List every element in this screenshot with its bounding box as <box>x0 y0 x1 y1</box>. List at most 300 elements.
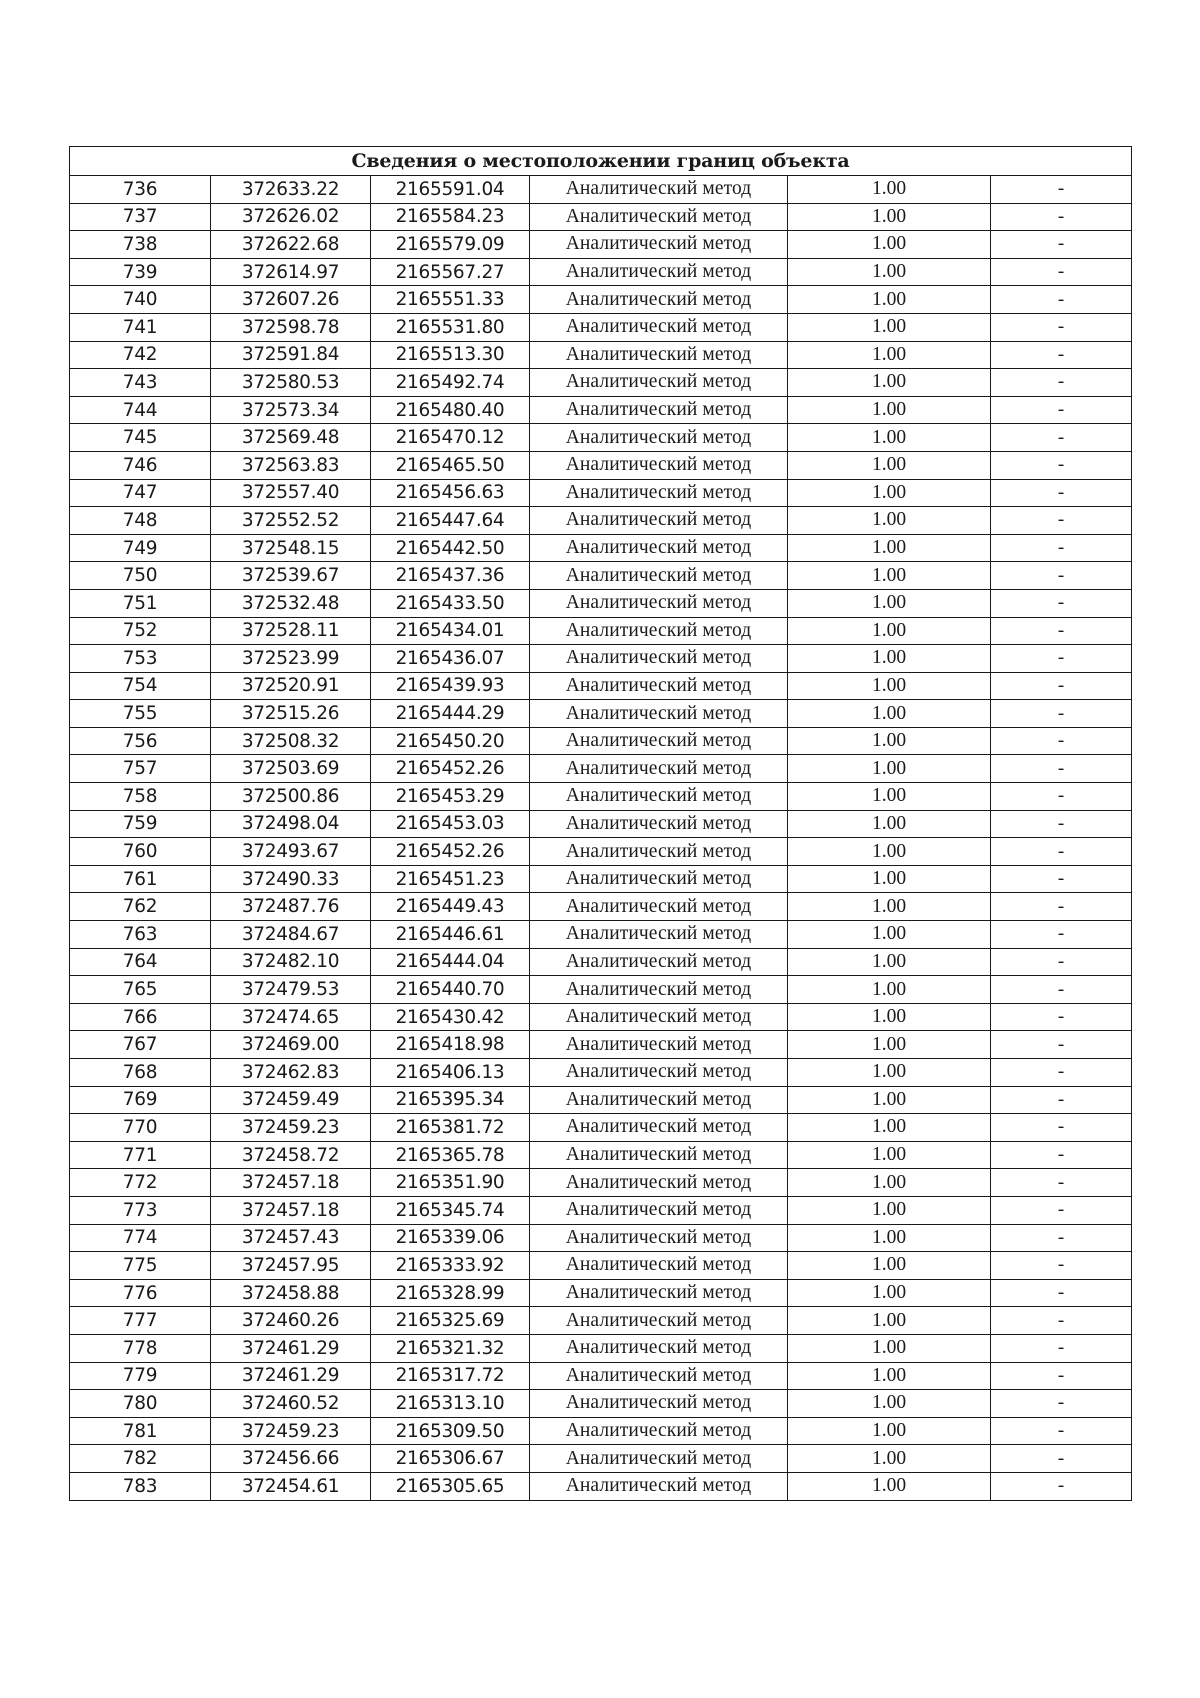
table-row <box>70 976 1132 1004</box>
precision-cell: 1.00 <box>788 341 991 369</box>
method-cell: Аналитический метод <box>530 396 788 424</box>
y-coordinate-cell: 2165306.67 <box>371 1445 530 1473</box>
precision-cell: 1.00 <box>788 948 991 976</box>
point-number-cell: 761 <box>70 865 211 893</box>
note-cell: - <box>991 948 1132 976</box>
x-coordinate-cell: 372461.29 <box>211 1334 371 1362</box>
method-cell: Аналитический метод <box>530 1334 788 1362</box>
x-coordinate-cell: 372580.53 <box>211 369 371 397</box>
table-row <box>70 1224 1132 1252</box>
point-number-cell: 751 <box>70 589 211 617</box>
precision-cell: 1.00 <box>788 1417 991 1445</box>
x-coordinate-cell: 372523.99 <box>211 645 371 673</box>
table-row <box>70 1031 1132 1059</box>
y-coordinate-cell: 2165444.04 <box>371 948 530 976</box>
method-cell: Аналитический метод <box>530 1472 788 1500</box>
table-row <box>70 645 1132 673</box>
y-coordinate-cell: 2165452.26 <box>371 755 530 783</box>
point-number-cell: 771 <box>70 1141 211 1169</box>
precision-cell: 1.00 <box>788 1003 991 1031</box>
table-row <box>70 1003 1132 1031</box>
point-number-cell: 755 <box>70 700 211 728</box>
table-row <box>70 451 1132 479</box>
table-row <box>70 562 1132 590</box>
y-coordinate-cell: 2165365.78 <box>371 1141 530 1169</box>
y-coordinate-cell: 2165437.36 <box>371 562 530 590</box>
x-coordinate-cell: 372626.02 <box>211 203 371 231</box>
y-coordinate-cell: 2165465.50 <box>371 451 530 479</box>
precision-cell: 1.00 <box>788 396 991 424</box>
y-coordinate-cell: 2165406.13 <box>371 1059 530 1087</box>
precision-cell: 1.00 <box>788 645 991 673</box>
x-coordinate-cell: 372532.48 <box>211 589 371 617</box>
precision-cell: 1.00 <box>788 617 991 645</box>
table-row <box>70 755 1132 783</box>
point-number-cell: 776 <box>70 1279 211 1307</box>
y-coordinate-cell: 2165446.61 <box>371 921 530 949</box>
note-cell: - <box>991 286 1132 314</box>
precision-cell: 1.00 <box>788 976 991 1004</box>
point-number-cell: 745 <box>70 424 211 452</box>
table-row <box>70 589 1132 617</box>
point-number-cell: 752 <box>70 617 211 645</box>
method-cell: Аналитический метод <box>530 1390 788 1418</box>
note-cell: - <box>991 976 1132 1004</box>
point-number-cell: 746 <box>70 451 211 479</box>
x-coordinate-cell: 372490.33 <box>211 865 371 893</box>
method-cell: Аналитический метод <box>530 617 788 645</box>
y-coordinate-cell: 2165444.29 <box>371 700 530 728</box>
y-coordinate-cell: 2165450.20 <box>371 727 530 755</box>
x-coordinate-cell: 372458.88 <box>211 1279 371 1307</box>
y-coordinate-cell: 2165453.03 <box>371 810 530 838</box>
method-cell: Аналитический метод <box>530 507 788 535</box>
method-cell: Аналитический метод <box>530 1307 788 1335</box>
table-row <box>70 1307 1132 1335</box>
x-coordinate-cell: 372469.00 <box>211 1031 371 1059</box>
note-cell: - <box>991 1114 1132 1142</box>
note-cell: - <box>991 1224 1132 1252</box>
table-title-row <box>70 147 1132 176</box>
method-cell: Аналитический метод <box>530 286 788 314</box>
y-coordinate-cell: 2165442.50 <box>371 534 530 562</box>
method-cell: Аналитический метод <box>530 893 788 921</box>
note-cell: - <box>991 203 1132 231</box>
x-coordinate-cell: 372548.15 <box>211 534 371 562</box>
method-cell: Аналитический метод <box>530 700 788 728</box>
note-cell: - <box>991 451 1132 479</box>
method-cell: Аналитический метод <box>530 727 788 755</box>
precision-cell: 1.00 <box>788 893 991 921</box>
x-coordinate-cell: 372462.83 <box>211 1059 371 1087</box>
precision-cell: 1.00 <box>788 865 991 893</box>
y-coordinate-cell: 2165325.69 <box>371 1307 530 1335</box>
y-coordinate-cell: 2165436.07 <box>371 645 530 673</box>
method-cell: Аналитический метод <box>530 810 788 838</box>
precision-cell: 1.00 <box>788 1252 991 1280</box>
point-number-cell: 777 <box>70 1307 211 1335</box>
precision-cell: 1.00 <box>788 1086 991 1114</box>
table-body <box>70 176 1132 1501</box>
table-row <box>70 1362 1132 1390</box>
precision-cell: 1.00 <box>788 1224 991 1252</box>
x-coordinate-cell: 372459.23 <box>211 1417 371 1445</box>
point-number-cell: 764 <box>70 948 211 976</box>
method-cell: Аналитический метод <box>530 948 788 976</box>
method-cell: Аналитический метод <box>530 1417 788 1445</box>
boundary-table <box>69 146 1132 1501</box>
precision-cell: 1.00 <box>788 313 991 341</box>
y-coordinate-cell: 2165313.10 <box>371 1390 530 1418</box>
x-coordinate-cell: 372459.23 <box>211 1114 371 1142</box>
y-coordinate-cell: 2165439.93 <box>371 672 530 700</box>
precision-cell: 1.00 <box>788 1307 991 1335</box>
point-number-cell: 779 <box>70 1362 211 1390</box>
point-number-cell: 782 <box>70 1445 211 1473</box>
x-coordinate-cell: 372457.18 <box>211 1169 371 1197</box>
table-row <box>70 1445 1132 1473</box>
precision-cell: 1.00 <box>788 727 991 755</box>
point-number-cell: 748 <box>70 507 211 535</box>
x-coordinate-cell: 372484.67 <box>211 921 371 949</box>
method-cell: Аналитический метод <box>530 589 788 617</box>
y-coordinate-cell: 2165328.99 <box>371 1279 530 1307</box>
precision-cell: 1.00 <box>788 1334 991 1362</box>
x-coordinate-cell: 372460.26 <box>211 1307 371 1335</box>
point-number-cell: 754 <box>70 672 211 700</box>
point-number-cell: 760 <box>70 838 211 866</box>
x-coordinate-cell: 372598.78 <box>211 313 371 341</box>
table-row <box>70 396 1132 424</box>
table-row <box>70 1169 1132 1197</box>
x-coordinate-cell: 372557.40 <box>211 479 371 507</box>
precision-cell: 1.00 <box>788 176 991 204</box>
y-coordinate-cell: 2165451.23 <box>371 865 530 893</box>
precision-cell: 1.00 <box>788 231 991 259</box>
method-cell: Аналитический метод <box>530 1059 788 1087</box>
precision-cell: 1.00 <box>788 286 991 314</box>
table-row <box>70 810 1132 838</box>
y-coordinate-cell: 2165584.23 <box>371 203 530 231</box>
note-cell: - <box>991 893 1132 921</box>
note-cell: - <box>991 1390 1132 1418</box>
note-cell: - <box>991 258 1132 286</box>
precision-cell: 1.00 <box>788 1472 991 1500</box>
note-cell: - <box>991 1059 1132 1087</box>
x-coordinate-cell: 372456.66 <box>211 1445 371 1473</box>
method-cell: Аналитический метод <box>530 865 788 893</box>
y-coordinate-cell: 2165456.63 <box>371 479 530 507</box>
y-coordinate-cell: 2165430.42 <box>371 1003 530 1031</box>
note-cell: - <box>991 645 1132 673</box>
table-title: Сведения о местоположении границ объекта <box>70 147 1132 176</box>
precision-cell: 1.00 <box>788 1114 991 1142</box>
precision-cell: 1.00 <box>788 1059 991 1087</box>
table-row <box>70 203 1132 231</box>
x-coordinate-cell: 372528.11 <box>211 617 371 645</box>
note-cell: - <box>991 727 1132 755</box>
precision-cell: 1.00 <box>788 1196 991 1224</box>
table-row <box>70 479 1132 507</box>
precision-cell: 1.00 <box>788 589 991 617</box>
method-cell: Аналитический метод <box>530 1003 788 1031</box>
table-row <box>70 727 1132 755</box>
y-coordinate-cell: 2165591.04 <box>371 176 530 204</box>
method-cell: Аналитический метод <box>530 672 788 700</box>
table-row <box>70 921 1132 949</box>
point-number-cell: 773 <box>70 1196 211 1224</box>
table-row <box>70 617 1132 645</box>
x-coordinate-cell: 372508.32 <box>211 727 371 755</box>
table-row <box>70 865 1132 893</box>
table-row <box>70 176 1132 204</box>
table-row <box>70 1114 1132 1142</box>
method-cell: Аналитический метод <box>530 479 788 507</box>
method-cell: Аналитический метод <box>530 534 788 562</box>
x-coordinate-cell: 372569.48 <box>211 424 371 452</box>
note-cell: - <box>991 1141 1132 1169</box>
precision-cell: 1.00 <box>788 672 991 700</box>
x-coordinate-cell: 372454.61 <box>211 1472 371 1500</box>
y-coordinate-cell: 2165513.30 <box>371 341 530 369</box>
precision-cell: 1.00 <box>788 369 991 397</box>
point-number-cell: 744 <box>70 396 211 424</box>
method-cell: Аналитический метод <box>530 783 788 811</box>
point-number-cell: 757 <box>70 755 211 783</box>
x-coordinate-cell: 372458.72 <box>211 1141 371 1169</box>
precision-cell: 1.00 <box>788 755 991 783</box>
point-number-cell: 775 <box>70 1252 211 1280</box>
method-cell: Аналитический метод <box>530 231 788 259</box>
x-coordinate-cell: 372457.18 <box>211 1196 371 1224</box>
y-coordinate-cell: 2165317.72 <box>371 1362 530 1390</box>
note-cell: - <box>991 921 1132 949</box>
point-number-cell: 742 <box>70 341 211 369</box>
x-coordinate-cell: 372573.34 <box>211 396 371 424</box>
precision-cell: 1.00 <box>788 479 991 507</box>
point-number-cell: 766 <box>70 1003 211 1031</box>
point-number-cell: 767 <box>70 1031 211 1059</box>
precision-cell: 1.00 <box>788 1169 991 1197</box>
table-row <box>70 672 1132 700</box>
point-number-cell: 780 <box>70 1390 211 1418</box>
table-row <box>70 534 1132 562</box>
x-coordinate-cell: 372503.69 <box>211 755 371 783</box>
precision-cell: 1.00 <box>788 451 991 479</box>
y-coordinate-cell: 2165449.43 <box>371 893 530 921</box>
x-coordinate-cell: 372633.22 <box>211 176 371 204</box>
precision-cell: 1.00 <box>788 424 991 452</box>
note-cell: - <box>991 700 1132 728</box>
y-coordinate-cell: 2165333.92 <box>371 1252 530 1280</box>
y-coordinate-cell: 2165492.74 <box>371 369 530 397</box>
precision-cell: 1.00 <box>788 810 991 838</box>
x-coordinate-cell: 372459.49 <box>211 1086 371 1114</box>
x-coordinate-cell: 372552.52 <box>211 507 371 535</box>
point-number-cell: 743 <box>70 369 211 397</box>
method-cell: Аналитический метод <box>530 176 788 204</box>
point-number-cell: 781 <box>70 1417 211 1445</box>
point-number-cell: 765 <box>70 976 211 1004</box>
note-cell: - <box>991 617 1132 645</box>
note-cell: - <box>991 176 1132 204</box>
point-number-cell: 762 <box>70 893 211 921</box>
x-coordinate-cell: 372461.29 <box>211 1362 371 1390</box>
precision-cell: 1.00 <box>788 258 991 286</box>
x-coordinate-cell: 372479.53 <box>211 976 371 1004</box>
note-cell: - <box>991 589 1132 617</box>
note-cell: - <box>991 1472 1132 1500</box>
y-coordinate-cell: 2165395.34 <box>371 1086 530 1114</box>
point-number-cell: 749 <box>70 534 211 562</box>
y-coordinate-cell: 2165434.01 <box>371 617 530 645</box>
y-coordinate-cell: 2165470.12 <box>371 424 530 452</box>
method-cell: Аналитический метод <box>530 1141 788 1169</box>
precision-cell: 1.00 <box>788 1445 991 1473</box>
method-cell: Аналитический метод <box>530 369 788 397</box>
point-number-cell: 770 <box>70 1114 211 1142</box>
precision-cell: 1.00 <box>788 534 991 562</box>
note-cell: - <box>991 369 1132 397</box>
x-coordinate-cell: 372614.97 <box>211 258 371 286</box>
x-coordinate-cell: 372482.10 <box>211 948 371 976</box>
y-coordinate-cell: 2165339.06 <box>371 1224 530 1252</box>
point-number-cell: 747 <box>70 479 211 507</box>
x-coordinate-cell: 372539.67 <box>211 562 371 590</box>
y-coordinate-cell: 2165440.70 <box>371 976 530 1004</box>
table-row <box>70 1141 1132 1169</box>
precision-cell: 1.00 <box>788 507 991 535</box>
method-cell: Аналитический метод <box>530 976 788 1004</box>
note-cell: - <box>991 534 1132 562</box>
note-cell: - <box>991 479 1132 507</box>
point-number-cell: 740 <box>70 286 211 314</box>
method-cell: Аналитический метод <box>530 1224 788 1252</box>
precision-cell: 1.00 <box>788 562 991 590</box>
table-row <box>70 1252 1132 1280</box>
note-cell: - <box>991 810 1132 838</box>
y-coordinate-cell: 2165447.64 <box>371 507 530 535</box>
y-coordinate-cell: 2165567.27 <box>371 258 530 286</box>
table-row <box>70 838 1132 866</box>
point-number-cell: 778 <box>70 1334 211 1362</box>
note-cell: - <box>991 1279 1132 1307</box>
point-number-cell: 736 <box>70 176 211 204</box>
table-row <box>70 341 1132 369</box>
method-cell: Аналитический метод <box>530 1031 788 1059</box>
y-coordinate-cell: 2165381.72 <box>371 1114 530 1142</box>
method-cell: Аналитический метод <box>530 1114 788 1142</box>
method-cell: Аналитический метод <box>530 313 788 341</box>
note-cell: - <box>991 1252 1132 1280</box>
x-coordinate-cell: 372607.26 <box>211 286 371 314</box>
table-row <box>70 1390 1132 1418</box>
point-number-cell: 750 <box>70 562 211 590</box>
method-cell: Аналитический метод <box>530 1086 788 1114</box>
table-row <box>70 1086 1132 1114</box>
point-number-cell: 783 <box>70 1472 211 1500</box>
note-cell: - <box>991 1196 1132 1224</box>
y-coordinate-cell: 2165433.50 <box>371 589 530 617</box>
point-number-cell: 763 <box>70 921 211 949</box>
y-coordinate-cell: 2165453.29 <box>371 783 530 811</box>
x-coordinate-cell: 372591.84 <box>211 341 371 369</box>
note-cell: - <box>991 1445 1132 1473</box>
note-cell: - <box>991 396 1132 424</box>
method-cell: Аналитический метод <box>530 1252 788 1280</box>
point-number-cell: 759 <box>70 810 211 838</box>
note-cell: - <box>991 507 1132 535</box>
table-row <box>70 369 1132 397</box>
note-cell: - <box>991 838 1132 866</box>
note-cell: - <box>991 562 1132 590</box>
x-coordinate-cell: 372487.76 <box>211 893 371 921</box>
x-coordinate-cell: 372498.04 <box>211 810 371 838</box>
note-cell: - <box>991 865 1132 893</box>
note-cell: - <box>991 1031 1132 1059</box>
precision-cell: 1.00 <box>788 1390 991 1418</box>
table-row <box>70 783 1132 811</box>
method-cell: Аналитический метод <box>530 921 788 949</box>
note-cell: - <box>991 231 1132 259</box>
table-row <box>70 313 1132 341</box>
note-cell: - <box>991 1334 1132 1362</box>
precision-cell: 1.00 <box>788 203 991 231</box>
precision-cell: 1.00 <box>788 1279 991 1307</box>
method-cell: Аналитический метод <box>530 1279 788 1307</box>
table-row <box>70 258 1132 286</box>
point-number-cell: 772 <box>70 1169 211 1197</box>
table-row <box>70 700 1132 728</box>
table-row <box>70 1279 1132 1307</box>
x-coordinate-cell: 372622.68 <box>211 231 371 259</box>
method-cell: Аналитический метод <box>530 203 788 231</box>
x-coordinate-cell: 372520.91 <box>211 672 371 700</box>
table-row <box>70 507 1132 535</box>
note-cell: - <box>991 783 1132 811</box>
method-cell: Аналитический метод <box>530 424 788 452</box>
point-number-cell: 768 <box>70 1059 211 1087</box>
point-number-cell: 753 <box>70 645 211 673</box>
method-cell: Аналитический метод <box>530 1362 788 1390</box>
y-coordinate-cell: 2165531.80 <box>371 313 530 341</box>
x-coordinate-cell: 372457.43 <box>211 1224 371 1252</box>
x-coordinate-cell: 372500.86 <box>211 783 371 811</box>
point-number-cell: 774 <box>70 1224 211 1252</box>
method-cell: Аналитический метод <box>530 562 788 590</box>
note-cell: - <box>991 313 1132 341</box>
method-cell: Аналитический метод <box>530 838 788 866</box>
method-cell: Аналитический метод <box>530 1196 788 1224</box>
point-number-cell: 738 <box>70 231 211 259</box>
note-cell: - <box>991 341 1132 369</box>
note-cell: - <box>991 1086 1132 1114</box>
method-cell: Аналитический метод <box>530 755 788 783</box>
precision-cell: 1.00 <box>788 838 991 866</box>
point-number-cell: 758 <box>70 783 211 811</box>
x-coordinate-cell: 372457.95 <box>211 1252 371 1280</box>
table-row <box>70 948 1132 976</box>
note-cell: - <box>991 1307 1132 1335</box>
y-coordinate-cell: 2165579.09 <box>371 231 530 259</box>
method-cell: Аналитический метод <box>530 1169 788 1197</box>
y-coordinate-cell: 2165452.26 <box>371 838 530 866</box>
method-cell: Аналитический метод <box>530 1445 788 1473</box>
precision-cell: 1.00 <box>788 700 991 728</box>
method-cell: Аналитический метод <box>530 451 788 479</box>
point-number-cell: 756 <box>70 727 211 755</box>
x-coordinate-cell: 372460.52 <box>211 1390 371 1418</box>
